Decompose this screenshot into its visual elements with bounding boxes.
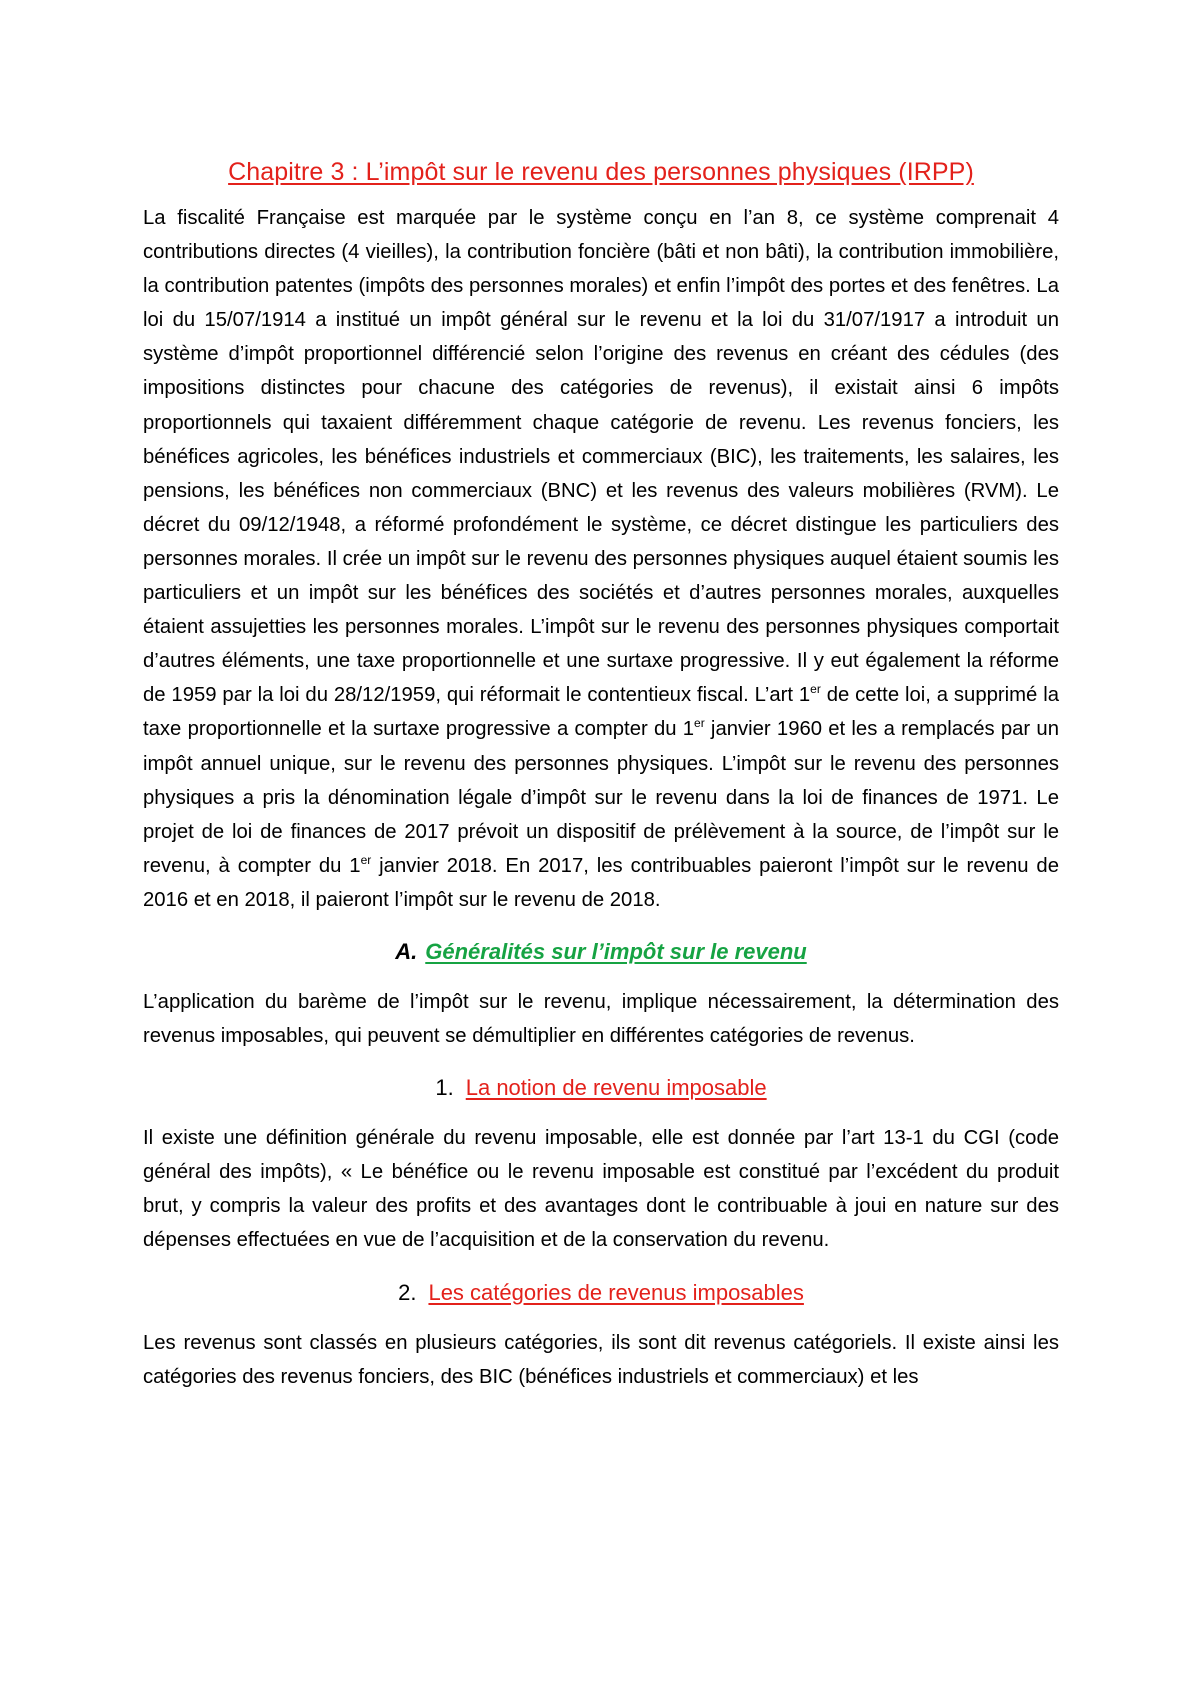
section-1-title: La notion de revenu imposable [465, 1075, 767, 1101]
intro-text-2: de cette loi, a supprimé la taxe proportionnelle et la surtaxe progressive a compter du 1 [143, 684, 1059, 741]
intro-text-3: janvier 1960 et les a remplacés par un impôt annuel unique, sur le revenu des personnes physiques. L’impôt sur le revenu des personnes physiques a pris la dénomination légale d’impôt sur le revenu dans la loi de finances de 1971. Le projet de loi de finances de 2017 prévoit un dispositif de prélèvement à la source, de l’impôt sur le revenu, à compter du 1 [143, 718, 1059, 877]
section-2-heading [143, 1276, 1059, 1310]
section-1-heading [143, 1071, 1059, 1105]
superscript-er: er [694, 716, 705, 731]
section-2-title: Les catégories de revenus imposables [428, 1279, 804, 1305]
section-a-title: Généralités sur l’impôt sur le revenu [425, 938, 807, 964]
section-a-letter: A. [395, 938, 418, 964]
section-a-paragraph: L’application du barème de l’impôt sur le revenu, implique nécessairement, la détermination des revenus imposables, qui peuvent se démultiplier en différentes catégories de revenus. [143, 990, 1059, 1048]
page-title: Chapitre 3 : L’impôt sur le revenu des personnes physiques (IRPP) [228, 158, 974, 186]
intro-paragraph [143, 201, 1059, 917]
section-a-heading [143, 935, 1059, 969]
intro-text-4: janvier 2018. En 2017, les contribuables paieront l’impôt sur le revenu de 2016 et en 2018, il paieront l’impôt sur le revenu de 2018. [143, 854, 1059, 911]
section-1-paragraph: Il existe une définition générale du revenu imposable, elle est donnée par l’art 13-1 du CGI (code général des impôts), « Le bénéfice ou le revenu imposable est constitué par l’excédent du produit brut, y compris la valeur des profits et des avantages dont le contribuable à joui en nature sur des dépenses effectuées en vue de l’acquisition et de la conservation du revenu. [143, 1127, 1059, 1252]
section-2-number: 2. [398, 1279, 417, 1305]
section-1-number: 1. [435, 1075, 454, 1101]
section-2-paragraph: Les revenus sont classés en plusieurs catégories, ils sont dit revenus catégoriels. Il existe ainsi les catégories des revenus fonciers, des BIC (bénéfices industriels et commerciaux) et les [143, 1331, 1059, 1388]
document-page [143, 158, 1059, 1394]
intro-text-1: La fiscalité Française est marquée par le système conçu en l’an 8, ce système comprenait 4 contributions directes (4 vieilles), la contribution foncière (bâti et non bâti), la contribution immobilière, la contribution patentes (impôts des personnes morales) et enfin l’impôt des portes et des fenêtres. La loi du 15/07/1914 a institué un impôt général sur le revenu et la loi du 31/07/1917 a introduit un système d’impôt proportionnel différencié selon l’origine des revenus en créant des cédules (des impositions distinctes pour chacune des catégories de revenus), il existait ainsi 6 impôts proportionnels qui taxaient différemment chaque catégorie de revenu. Les revenus fonciers, les bénéfices agricoles, les bénéfices industriels et commerciaux (BIC), les traitements, les salaires, les pensions, les bénéfices non commerciaux (BNC) et les revenus des valeurs mobilières (RVM). Le décret du 09/12/1948, a réformé profondément le système, ce décret distingue les particuliers des personnes morales. Il crée un impôt sur le revenu des personnes physiques auquel étaient soumis les particuliers et un impôt sur les bénéfices des sociétés et d’autres personnes morales, auxquelles étaient assujetties les personnes morales. L’impôt sur le revenu des personnes physiques comportait d’autres éléments, une taxe proportionnelle et une surtaxe progressive. Il y eut également la réforme de 1959 par la loi du 28/12/1959, qui réformait le contentieux fiscal. L’art 1 [143, 207, 1059, 707]
superscript-er: er [810, 682, 821, 697]
superscript-er: er [360, 853, 372, 868]
